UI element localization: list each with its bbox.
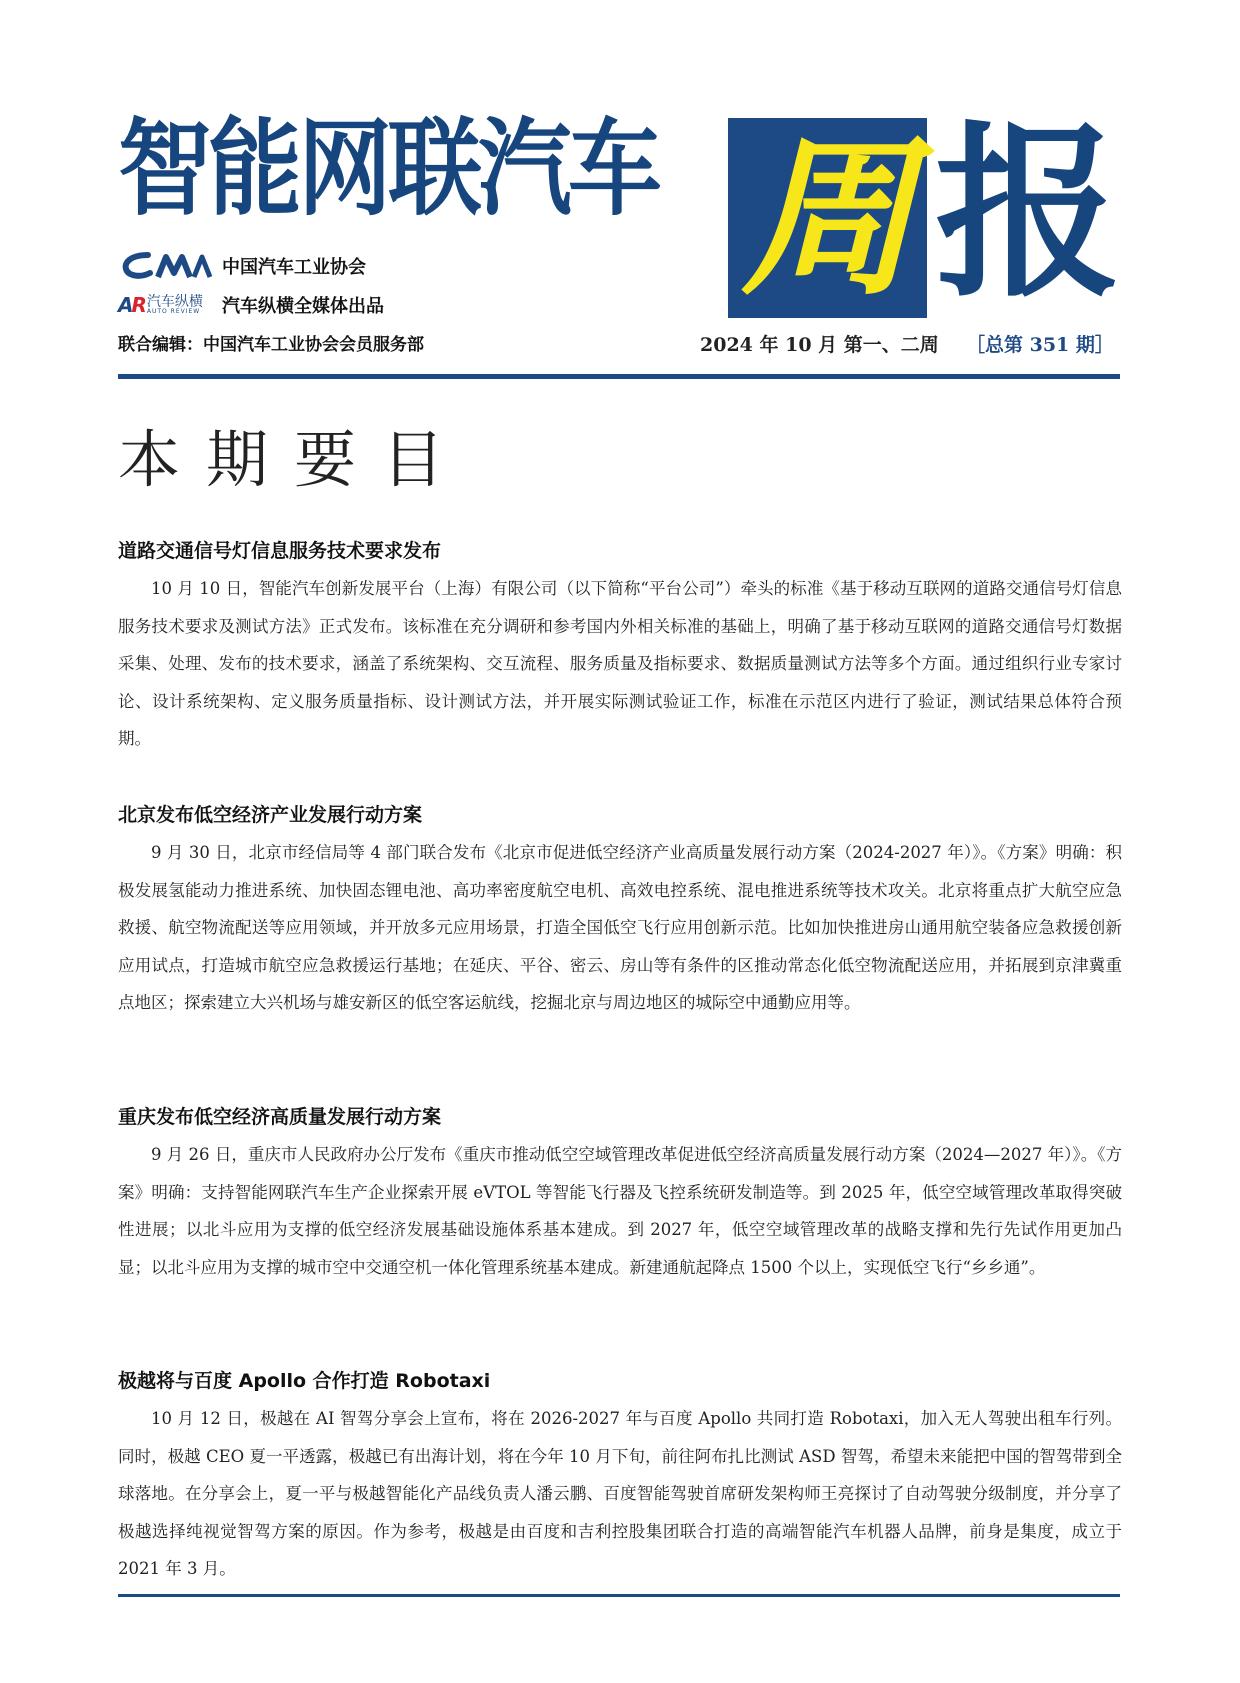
article	[118, 800, 1122, 1022]
issue-date: 2024 年 10 月 第一、二周	[700, 334, 939, 356]
article-title: 道路交通信号灯信息服务技术要求发布	[118, 540, 442, 562]
article-body: 9 月 30 日，北京市经信局等 4 部门联合发布《北京市促进低空经济产业高质量发展行动方案（2024-2027 年）》。《方案》明确：积极发展氢能动力推进系统、加快固态锂电池、高功率密度航空电机、高效电控系统、混电推进系统等技术攻关。北京将重点扩大航空应急救援、航空物流配送等应用领域，并开放多元应用场景，打造全国低空飞行应用创新示范。比如加快推进房山通用航空装备应急救援创新应用试点，打造城市航空应急救援运行基地；在延庆、平谷、密云、房山等有条件的区推动常态化低空物流配送应用，并拓展到京津冀重点地区；探索建立大兴机场与雄安新区的低空客运航线，挖掘北京与周边地区的城际空中通勤应用等。	[118, 843, 1122, 1012]
footer-divider	[118, 1594, 1120, 1597]
masthead-title: 智能网联汽车	[118, 108, 659, 231]
zhou-char: 周	[741, 116, 914, 319]
auto-review-logo-cn: 汽车纵横	[146, 294, 203, 310]
toc-heading: 本期要目	[118, 423, 471, 496]
zhou-badge	[728, 118, 927, 318]
article-body: 9 月 26 日，重庆市人民政府办公厅发布《重庆市推动低空空域管理改革促进低空经济高质量发展行动方案（2024—2027 年）》。《方案》明确：支持智能网联汽车生产企业探索开展 eVTOL 等智能飞行器及飞控系统研发制造等。到 2025 年，低空空域管理改革取得突破性进展；以北斗应用为支撑的低空经济发展基础设施体系基本建成。到 2027 年，低空空域管理改革的战略支撑和先行先试作用更加凸显；以北斗应用为支撑的城市空中交通空机一体化管理系统基本建成。新建通航起降点 1500 个以上，实现低空飞行“乡乡通”。	[118, 1145, 1122, 1277]
joint-editor: 联合编辑：中国汽车工业协会会员服务部	[118, 335, 424, 355]
caam-logo-icon	[118, 251, 214, 281]
article	[118, 1102, 1122, 1286]
article	[118, 1366, 1122, 1588]
article	[118, 536, 1122, 758]
auto-review-logo	[118, 292, 214, 318]
caam-name: 中国汽车工业协会	[222, 257, 366, 278]
header-divider	[118, 374, 1120, 379]
publisher-auto-review	[118, 287, 384, 323]
auto-review-mark-icon: AR	[118, 293, 145, 317]
article-body: 10 月 10 日，智能汽车创新发展平台（上海）有限公司（以下简称“平台公司”）牵头的标准《基于移动互联网的道路交通信号灯信息服务技术要求及测试方法》正式发布。该标准在充分调研和参考国内外相关标准的基础上，明确了基于移动互联网的道路交通信号灯数据采集、处理、发布的技术要求，涵盖了系统架构、交互流程、服务质量及指标要求、数据质量测试方法等多个方面。通过组织行业专家讨论、设计系统架构、定义服务质量指标、设计测试方法，并开展实际测试验证工作，标准在示范区内进行了验证，测试结果总体符合预期。	[118, 579, 1122, 748]
article-title: 重庆发布低空经济高质量发展行动方案	[118, 1106, 442, 1128]
bao-char: 报	[934, 103, 1121, 322]
auto-review-name: 汽车纵横全媒体出品	[222, 296, 384, 317]
issue-number: ［总第 351 期］	[966, 334, 1114, 356]
auto-review-logo-en: AUTO REVIEW	[146, 308, 201, 315]
publisher-caam	[118, 248, 366, 284]
article-title: 北京发布低空经济产业发展行动方案	[118, 804, 423, 826]
article-title: 极越将与百度 Apollo 合作打造 Robotaxi	[118, 1370, 491, 1392]
article-body: 10 月 12 日，极越在 AI 智驾分享会上宣布，将在 2026-2027 年与百度 Apollo 共同打造 Robotaxi，加入无人驾驶出租车行列。同时，极越 CEO 夏一平透露，极越已有出海计划，将在今年 10 月下旬，前往阿布扎比测试 ASD 智驾，希望未来能把中国的智驾带到全球落地。在分享会上，夏一平与极越智能化产品线负责人潘云鹏、百度智能驾驶首席研发架构师王亮探讨了自动驾驶分级制度，并分享了极越选择纯视觉智驾方案的原因。作为参考，极越是由百度和吉利控股集团联合打造的高端智能汽车机器人品牌，前身是集度，成立于 2021 年 3 月。	[118, 1409, 1122, 1578]
